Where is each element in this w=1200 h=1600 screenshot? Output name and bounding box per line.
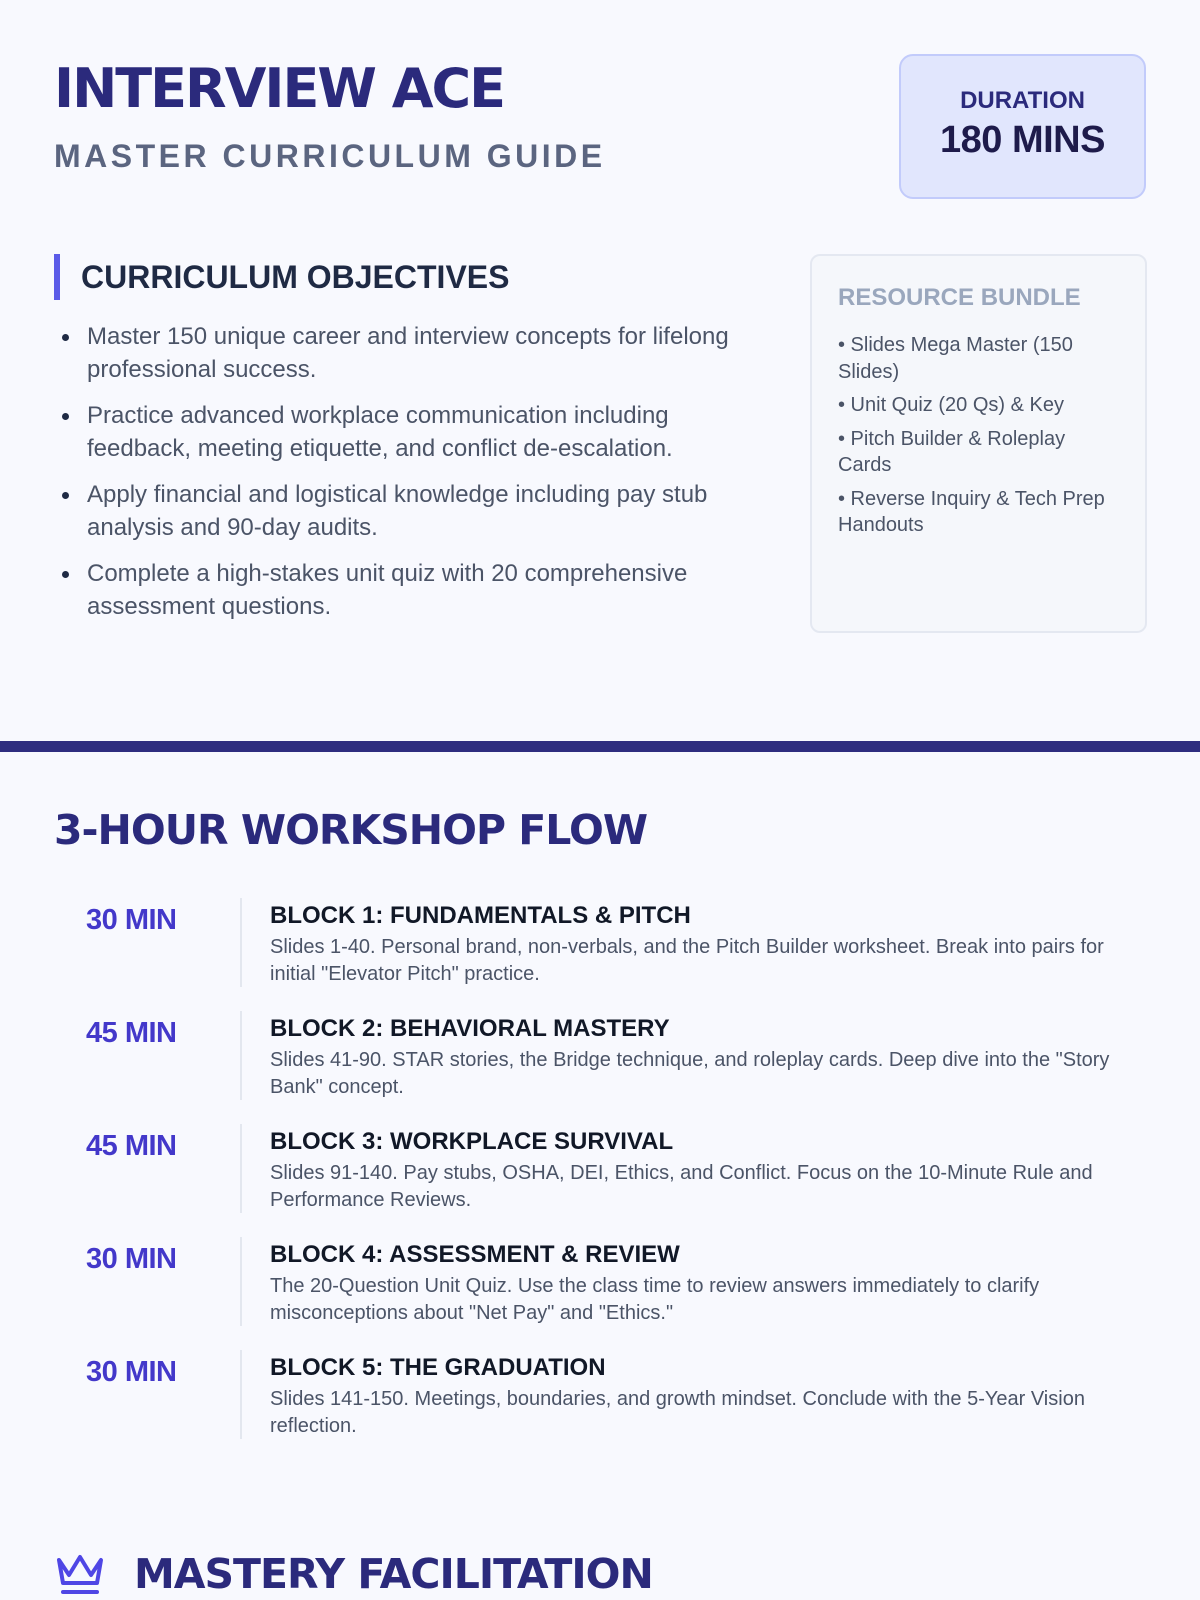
block-body [270,1128,1150,1213]
list-item [54,478,774,544]
objective-text: Master 150 unique career and interview concepts for lifelong professional success. [87,323,729,383]
resource-item: • Slides Mega Master (150 Slides) [838,334,1073,383]
objectives-heading: CURRICULUM OBJECTIVES [81,258,510,295]
list-item [54,557,774,623]
bullet-icon [62,413,69,420]
workshop-block [54,1011,1154,1124]
block-title: BLOCK 1: FUNDAMENTALS & PITCH [270,902,691,929]
block-body [270,1354,1150,1439]
workshop-block [54,1350,1154,1463]
workshop-blocks [54,898,1154,1463]
objective-text: Apply financial and logistical knowledge including pay stub analysis and 90-day audits. [87,481,708,541]
resource-item: • Reverse Inquiry & Tech Prep Handouts [838,487,1105,536]
objective-text: Practice advanced workplace communication including feedback, meeting etiquette, and conflict de-escalation. [87,402,673,462]
crown-icon [54,1551,106,1597]
timeline-line [240,1237,242,1326]
resource-bundle-card [810,254,1147,633]
duration-value: 180 MINS [940,119,1105,161]
objective-text: Complete a high-stakes unit quiz with 20 comprehensive assessment questions. [87,560,688,620]
block-description: Slides 91-140. Pay stubs, OSHA, DEI, Ethics, and Conflict. Focus on the 10-Minute Rule and Performance Reviews. [270,1162,1093,1211]
block-time: 30 MIN [86,1243,177,1275]
timeline-line [240,1350,242,1439]
page-header [54,56,606,175]
bullet-icon [62,571,69,578]
mastery-heading: MASTERY FACILITATION [134,1550,653,1598]
timeline-line [240,1124,242,1213]
section-divider [0,741,1200,752]
resource-item: • Unit Quiz (20 Qs) & Key [838,394,1064,416]
objectives-header [54,254,774,300]
list-item [54,320,774,386]
objectives-section [54,254,774,636]
block-description: The 20-Question Unit Quiz. Use the class time to review answers immediately to clarify misconceptions about "Net Pay" and "Ethics." [270,1275,1040,1324]
block-title: BLOCK 2: BEHAVIORAL MASTERY [270,1015,670,1042]
block-title: BLOCK 4: ASSESSMENT & REVIEW [270,1241,680,1268]
list-item [54,399,774,465]
accent-bar [54,254,60,300]
workshop-block [54,1124,1154,1237]
block-time: 30 MIN [86,1356,177,1388]
workshop-block [54,898,1154,1011]
block-time: 45 MIN [86,1130,177,1162]
mastery-section-header [54,1550,653,1598]
page-title: INTERVIEW ACE [54,57,505,120]
objectives-list [54,320,774,623]
block-body [270,1015,1150,1100]
duration-label: DURATION [960,87,1085,114]
workshop-flow-heading: 3-HOUR WORKSHOP FLOW [54,806,648,854]
bullet-icon [62,492,69,499]
block-title: BLOCK 5: THE GRADUATION [270,1354,606,1381]
workshop-block [54,1237,1154,1350]
block-description: Slides 1-40. Personal brand, non-verbals, and the Pitch Builder worksheet. Break into pairs for initial "Elevator Pitch" practice. [270,936,1104,985]
block-description: Slides 41-90. STAR stories, the Bridge technique, and roleplay cards. Deep dive into the "Story Bank" concept. [270,1049,1110,1098]
block-time: 30 MIN [86,904,177,936]
block-description: Slides 141-150. Meetings, boundaries, and growth mindset. Conclude with the 5-Year Vision reflection. [270,1388,1085,1437]
block-title: BLOCK 3: WORKPLACE SURVIVAL [270,1128,674,1155]
timeline-line [240,898,242,987]
block-time: 45 MIN [86,1017,177,1049]
resource-item: • Pitch Builder & Roleplay Cards [838,427,1066,476]
block-body [270,1241,1150,1326]
bullet-icon [62,334,69,341]
timeline-line [240,1011,242,1100]
block-body [270,902,1150,987]
page-subtitle: MASTER CURRICULUM GUIDE [54,138,606,174]
duration-badge [899,54,1146,199]
resource-heading: RESOURCE BUNDLE [838,284,1081,311]
